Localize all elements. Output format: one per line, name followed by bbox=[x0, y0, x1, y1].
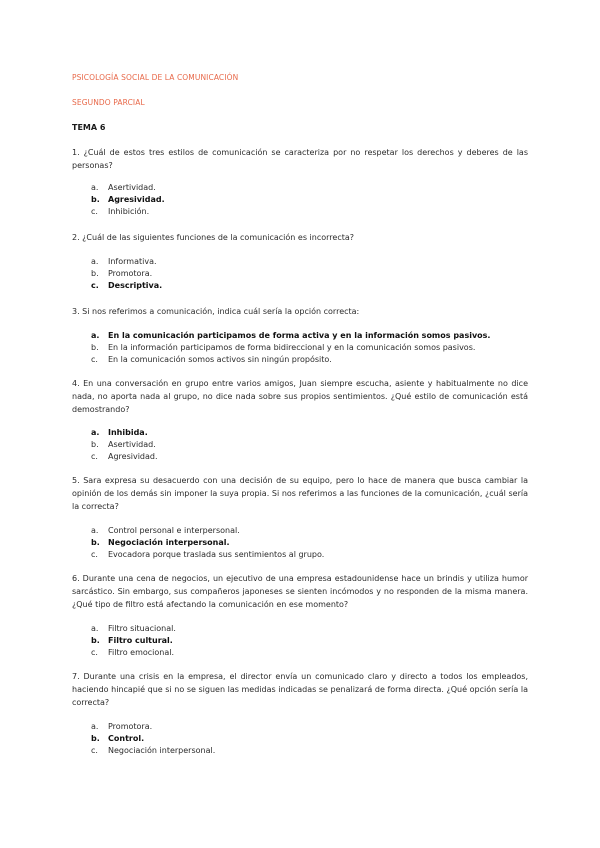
option-1c: c. Inhibición. bbox=[91, 207, 150, 216]
question-4: 4. En una conversación en grupo entre varios amigos, Juan siempre escucha, asiente y habitualmente no dice nada, no aporta nada al grupo, no dice nada sobre sus propios sentimientos. ¿Qué estilo de comunicación está demostrando? bbox=[72, 379, 528, 414]
option-5a: a. Control personal e interpersonal. bbox=[91, 526, 240, 535]
option-2b: b. Promotora. bbox=[91, 269, 153, 278]
option-3c: c. En la comunicación somos activos sin ningún propósito. bbox=[91, 355, 332, 364]
option-4c: c. Agresividad. bbox=[91, 452, 158, 461]
course-title: PSICOLOGÍA SOCIAL DE LA COMUNICACIÓN bbox=[72, 73, 239, 82]
option-4a-correct: a. Inhibida. bbox=[91, 428, 148, 437]
option-5b-correct: b. Negociación interpersonal. bbox=[91, 538, 230, 547]
question-2: 2. ¿Cuál de las siguientes funciones de la comunicación es incorrecta? bbox=[72, 233, 354, 242]
option-1a: a. Asertividad. bbox=[91, 183, 156, 192]
option-6a: a. Filtro situacional. bbox=[91, 624, 176, 633]
option-2c-correct: c. Descriptiva. bbox=[91, 281, 163, 290]
option-3a-correct: a. En la comunicación participamos de forma activa y en la información somos pasivos. bbox=[91, 331, 491, 340]
option-6c: c. Filtro emocional. bbox=[91, 648, 175, 657]
option-7c: c. Negociación interpersonal. bbox=[91, 746, 216, 755]
tema-heading: TEMA 6 bbox=[72, 123, 106, 132]
question-6: 6. Durante una cena de negocios, un ejecutivo de una empresa estadounidense hace un brindis y utiliza humor sarcástico. Sin embargo, sus compañeros japoneses se sienten incómodos y no responden de la misma manera. ¿Qué tipo de filtro está afectando la comunicación en ese momento? bbox=[72, 574, 528, 609]
question-5: 5. Sara expresa su desacuerdo con una decisión de su equipo, pero lo hace de manera que busca cambiar la opinión de los demás sin imponer la suya propia. Si nos referimos a las funciones de la comunicación, ¿cuál sería la correcta? bbox=[72, 476, 528, 511]
option-5c: c. Evocadora porque traslada sus sentimientos al grupo. bbox=[91, 550, 325, 559]
option-6b-correct: b. Filtro cultural. bbox=[91, 636, 173, 645]
question-3: 3. Si nos referimos a comunicación, indica cuál sería la opción correcta: bbox=[72, 307, 360, 316]
option-2a: a. Informativa. bbox=[91, 257, 157, 266]
question-1: 1. ¿Cuál de estos tres estilos de comunicación se caracteriza por no respetar los derechos y deberes de las personas? bbox=[72, 148, 528, 170]
option-4b: b. Asertividad. bbox=[91, 440, 156, 449]
option-7b-correct: b. Control. bbox=[91, 734, 145, 743]
option-1b-correct: b. Agresividad. bbox=[91, 195, 165, 204]
question-7: 7. Durante una crisis en la empresa, el director envía un comunicado claro y directo a todos los empleados, haciendo hincapié que si no se siguen las medidas indicadas se penalizará de forma directa. ¿Qué opción sería la correcta? bbox=[72, 672, 528, 707]
option-7a: a. Promotora. bbox=[91, 722, 153, 731]
option-3b: b. En la información participamos de forma bidireccional y en la comunicación somos pasivos. bbox=[91, 343, 476, 352]
exam-title: SEGUNDO PARCIAL bbox=[72, 98, 145, 107]
